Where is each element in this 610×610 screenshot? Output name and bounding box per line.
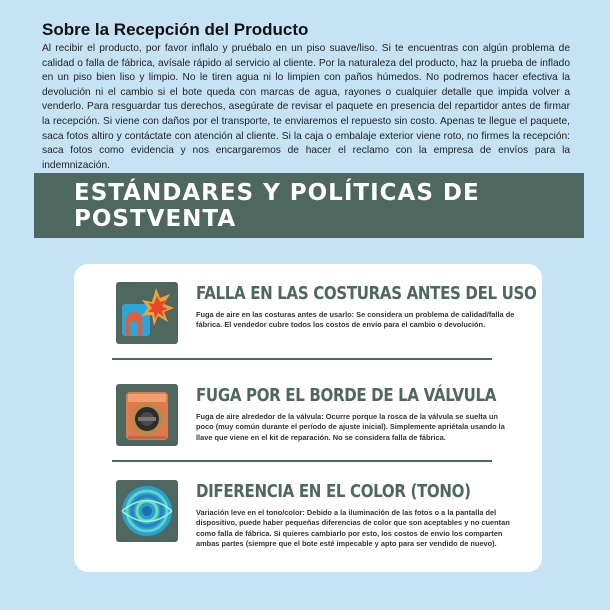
color-swirl-icon [116, 480, 178, 542]
policy-description: Fuga de aire en las costuras antes de usarlo: Se considera un problema de calidad/falla de fábrica. El vendedor cubre todos los costos de envío para el cambio o devolución. [196, 310, 515, 330]
page-title: Sobre la Recepción del Producto [42, 20, 309, 39]
policy-title: DIFERENCIA EN EL COLOR (TONO) [196, 482, 471, 502]
banner-title: ESTÁNDARES Y POLÍTICAS DE POSTVENTA [74, 179, 480, 232]
policy-item-valve [116, 384, 506, 454]
divider [112, 358, 492, 360]
policy-item-seam [116, 282, 537, 352]
burst-seam-icon [116, 282, 178, 344]
policy-description: Variación leve en el tono/color: Debido a la iluminación de las fotos o a la pantalla del dispositivo, puede haber pequeñas diferencias de color que son aceptables y no cuentan como falla de fábrica. Si quieres cambiarlo por esto, los costos de envío los comparten ambas partes (siempre que el bote esté impecable y apto para ser vendido de nuevo). [196, 508, 510, 549]
policy-description: Fuga de aire alrededor de la válvula: Ocurre porque la rosca de la válvula se suelta un poco (muy común durante el período de ajuste inicial). Simplemente apriétala usando la llave que viene en el kit de reparación. No se considera falla de fábrica. [196, 412, 505, 442]
policies-card [74, 264, 542, 572]
reception-paragraph: Al recibir el producto, por favor inflalo y pruébalo en un piso suave/liso. Si te encuentras con algún problema de calidad o falla de fábrica, avísale rápido al servicio al cliente. Por la naturaleza del producto, haz la prueba de inflado en un piso bien liso y limpio. No le tiren agua ni lo limpien con paños húmedos. No podremos hacer efectiva la devolución ni el cambio si el bote queda con marcas de agua, rayones o cualquier detalle que impida volver a venderlo. Para resguardar tus derechos, asegúrate de revisar el paquete en presencia del repartidor antes de firmar la recepción. Si viene con daños por el transporte, te enviaremos el repuesto sin costo. Apenas te llegue el paquete, saca fotos altiro y contáctate con atención al cliente. Si la caja o embalaje exterior viene roto, no firmes la recepción: saca fotos como evidencia y nos encargaremos de hacer el reclamo con la empresa de envíos para la indemnización. [42, 43, 570, 171]
policy-title: FUGA POR EL BORDE DE LA VÁLVULA [196, 386, 497, 406]
policy-title: FALLA EN LAS COSTURAS ANTES DEL USO [196, 284, 537, 304]
valve-icon [116, 384, 178, 446]
divider [112, 460, 492, 462]
policies-banner [34, 173, 584, 238]
policy-item-color [116, 480, 510, 550]
